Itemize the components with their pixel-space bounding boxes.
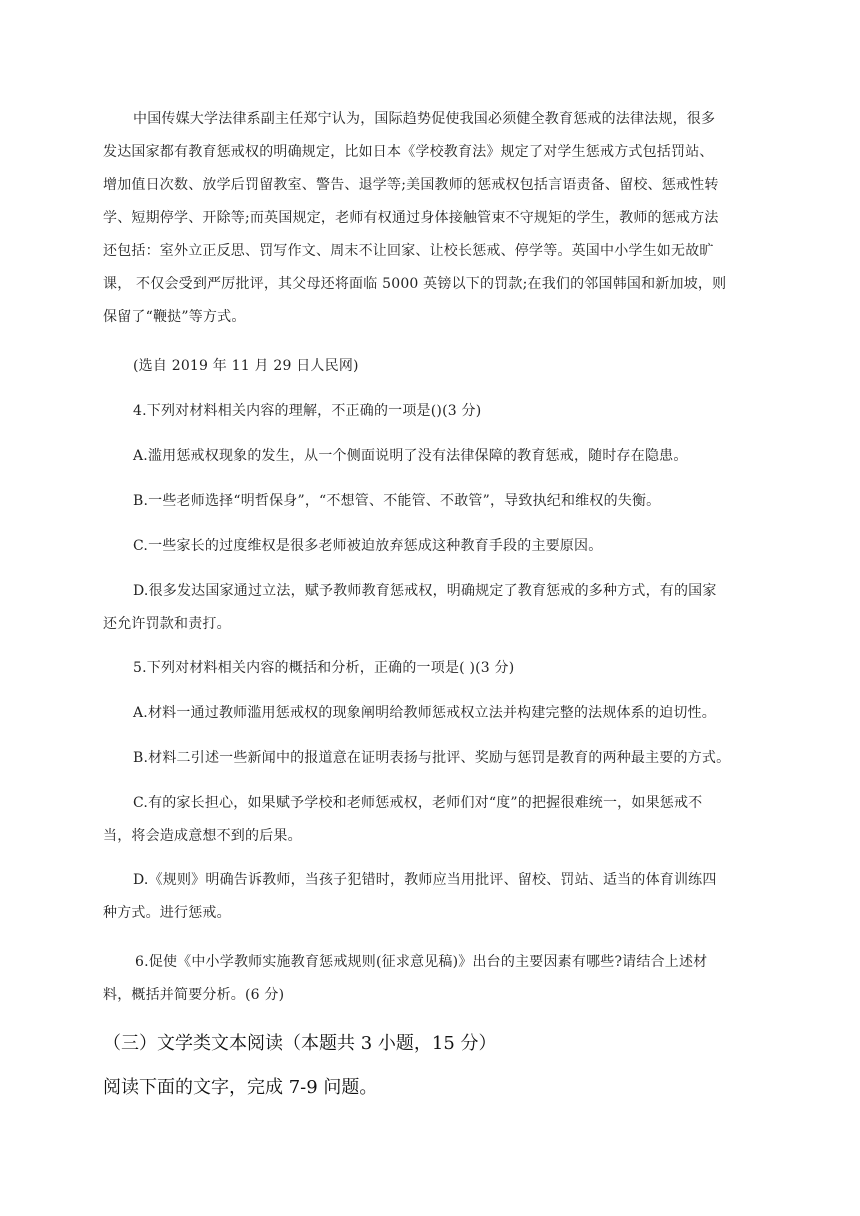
q5-option-c [103, 787, 763, 853]
passage-line-3: 增加值日次数、放学后罚留教室、警告、退学等;美国教师的惩戒权包括言语责备、留校、惩戒性转 [103, 177, 719, 193]
passage-line-7: 保留了“鞭挞”等方式。 [103, 309, 246, 325]
q4-option-d-line-1: D.很多发达国家通过立法，赋予教师教育惩戒权，明确规定了教育惩戒的多种方式，有的国家 [133, 583, 717, 599]
q6-question [103, 946, 763, 1012]
q4-stem: 4.下列对材料相关内容的理解，不正确的一项是()(3 分) [133, 403, 482, 419]
q5-option-c-line-1: C.有的家长担心，如果赋予学校和老师惩戒权，老师们对“度”的把握很难统一，如果惩戒不 [133, 795, 703, 811]
passage-line-6: 课， 不仅会受到严厉批评，其父母还将面临 5000 英镑以下的罚款;在我们的邻国韩国和新加坡，则 [103, 276, 727, 292]
q6-line-2: 料，概括并简要分析。(6 分) [103, 987, 285, 1003]
q4-option-d [103, 575, 763, 641]
q5-option-c-line-2: 当，将会造成意想不到的后果。 [103, 828, 302, 844]
passage-line-2: 发达国家都有教育惩戒权的明确规定，比如日本《学校教育法》规定了对学生惩戒方式包括罚站、 [103, 144, 714, 160]
passage-source: (选自 2019 年 11 月 29 日人民网) [133, 358, 359, 374]
section-3-instruction: 阅读下面的文字，完成 7-9 问题。 [103, 1077, 378, 1098]
q5-option-b: B.材料二引述一些新闻中的报道意在证明表扬与批评、奖励与惩罚是教育的两种最主要的方式。 [133, 750, 731, 766]
passage-line-5: 还包括：室外立正反思、罚写作文、周末不让回家、让校长惩戒、停学等。英国中小学生如无故旷 [103, 243, 714, 259]
q5-option-d-line-1: D.《规则》明确告诉教师，当孩子犯错时，教师应当用批评、留校、罚站、适当的体育训练四 [133, 872, 717, 888]
section-3-title: （三）文学类文本阅读（本题共 3 小题，15 分） [103, 1033, 497, 1054]
passage-paragraph [103, 103, 763, 334]
q5-option-d [103, 864, 763, 930]
q4-option-a: A.滥用惩戒权现象的发生，从一个侧面说明了没有法律保障的教育惩戒，随时存在隐患。 [133, 448, 688, 464]
passage-line-4: 学、短期停学、开除等;而英国规定，老师有权通过身体接触管束不守规矩的学生，教师的惩戒方法 [103, 210, 719, 226]
q4-option-c: C.一些家长的过度维权是很多老师被迫放弃惩成这种教育手段的主要原因。 [133, 538, 603, 554]
q4-option-b: B.一些老师选择“明哲保身”，“不想管、不能管、不敢管”，导致执纪和维权的失衡。 [133, 493, 661, 509]
q4-option-d-line-2: 还允许罚款和责打。 [103, 616, 231, 632]
q5-option-a: A.材料一通过教师滥用惩戒权的现象阐明给教师惩戒权立法并构建完整的法规体系的迫切性。 [133, 705, 716, 721]
q5-option-d-line-2: 种方式。进行惩戒。 [103, 905, 231, 921]
passage-line-1: 中国传媒大学法律系副主任郑宁认为，国际趋势促使我国必须健全教育惩戒的法律法规，很多 [133, 111, 716, 127]
q6-line-1: 6.促使《中小学教师实施教育惩戒规则(征求意见稿)》出台的主要因素有哪些?请结合上述材 [135, 954, 708, 970]
q5-stem: 5.下列对材料相关内容的概括和分析，正确的一项是( )(3 分) [133, 660, 515, 676]
